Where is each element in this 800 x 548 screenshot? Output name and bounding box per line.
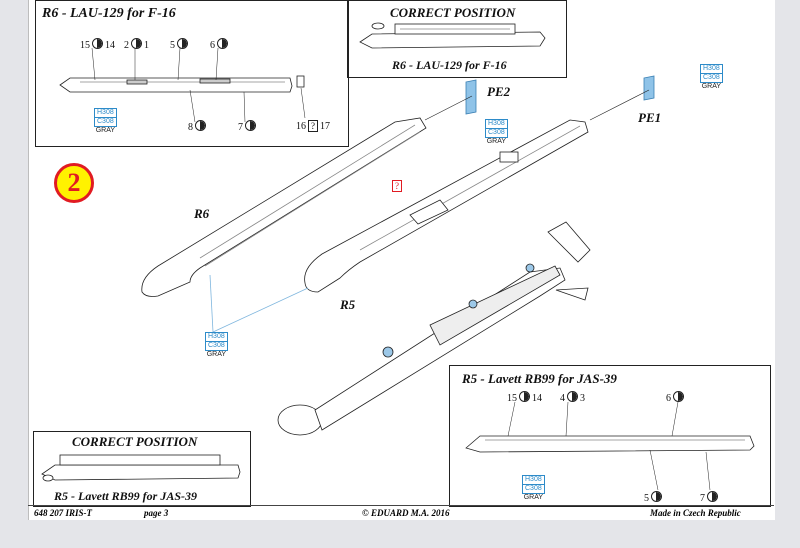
- question-icon: ?: [308, 120, 318, 132]
- paint-h: H308: [94, 108, 117, 118]
- question-marker: [390, 180, 404, 192]
- decal-icon: [707, 491, 718, 502]
- decal-icon: [567, 391, 578, 402]
- footer-code: 648 207 IRIS-T: [34, 508, 93, 518]
- paint-h: H308: [205, 332, 228, 342]
- callout-5-br: [644, 491, 664, 504]
- paint-h: H308: [700, 64, 723, 74]
- bottom-left-subtitle: R5 - Lavett RB99 for JAS-39: [54, 489, 197, 503]
- label-8: 8: [188, 122, 193, 133]
- decal-icon: [195, 120, 206, 131]
- paint-h: H308: [485, 119, 508, 129]
- footer-made: Made in Czech Republic: [650, 508, 741, 518]
- decal-icon: [131, 38, 142, 49]
- label-14: 14: [532, 393, 542, 404]
- callout-6: [210, 38, 230, 51]
- label-4: 4: [560, 393, 565, 404]
- paint-callout-bottom-right: [522, 475, 545, 502]
- bottom-left-title: CORRECT POSITION: [72, 434, 198, 449]
- decal-icon: [217, 38, 228, 49]
- label-6: 6: [210, 40, 215, 51]
- step-number: 2: [54, 163, 94, 203]
- callout-7: [238, 120, 258, 133]
- callout-15-14-br: [507, 391, 542, 404]
- label-7: 7: [238, 122, 243, 133]
- label-2: 2: [124, 40, 129, 51]
- decal-icon: [177, 38, 188, 49]
- paint-callout-pe2: [485, 119, 508, 146]
- callout-6-br: [666, 391, 686, 404]
- label-17: 17: [320, 121, 330, 132]
- callout-5: [170, 38, 190, 51]
- label-14: 14: [105, 40, 115, 51]
- label-15: 15: [80, 40, 90, 51]
- paint-c: C308: [700, 74, 723, 83]
- top-right-title: CORRECT POSITION: [390, 5, 516, 20]
- decal-icon: [651, 491, 662, 502]
- paint-callout-pe1: [700, 64, 723, 91]
- pe1-label: PE1: [638, 110, 662, 125]
- label-1: 1: [144, 40, 149, 51]
- callout-2-1: [124, 38, 149, 51]
- paint-h: H308: [522, 475, 545, 485]
- label-15: 15: [507, 393, 517, 404]
- label-5: 5: [170, 40, 175, 51]
- pe2-part: [466, 80, 476, 114]
- callout-16-17: [296, 120, 330, 132]
- pe2-label: PE2: [487, 84, 511, 99]
- top-right-subtitle: R6 - LAU-129 for F-16: [392, 58, 507, 72]
- rail-top-right: [360, 23, 545, 48]
- paint-callout-top-left: [94, 108, 117, 135]
- paint-c: C308: [522, 485, 545, 494]
- paint-callout-r6: [205, 332, 228, 359]
- launcher-r6: [142, 118, 426, 297]
- top-left-title: R6 - LAU-129 for F-16: [42, 6, 176, 21]
- footer-page: page 3: [144, 508, 169, 518]
- footer: [28, 505, 774, 521]
- footer-copyright: © EDUARD M.A. 2016: [362, 508, 450, 518]
- r5-label: R5: [340, 297, 356, 312]
- launcher-r5: [305, 120, 588, 292]
- callout-7-br: [700, 491, 720, 504]
- paint-c: C308: [94, 118, 117, 127]
- label-3: 3: [580, 393, 585, 404]
- question-icon: ?: [392, 180, 402, 192]
- paint-gray: GRAY: [701, 83, 722, 90]
- label-16: 16: [296, 121, 306, 132]
- decal-icon: [519, 391, 530, 402]
- decal-icon: [245, 120, 256, 131]
- label-6: 6: [666, 393, 671, 404]
- rail-bottom-right: [466, 436, 754, 452]
- decal-icon: [673, 391, 684, 402]
- paint-c: C308: [205, 342, 228, 351]
- callout-4-3: [560, 391, 585, 404]
- paint-gray: GRAY: [206, 351, 227, 358]
- r6-label: R6: [194, 206, 210, 221]
- callout-15-14: [80, 38, 115, 51]
- paint-gray: GRAY: [95, 127, 116, 134]
- decal-icon: [92, 38, 103, 49]
- rail-top-left: [60, 76, 304, 92]
- bottom-right-title: R5 - Lavett RB99 for JAS-39: [462, 371, 617, 386]
- paint-gray: GRAY: [486, 138, 507, 145]
- callout-8: [188, 120, 208, 133]
- pe1-part: [644, 76, 654, 100]
- paint-c: C308: [485, 129, 508, 138]
- paint-gray: GRAY: [523, 494, 544, 501]
- rail-bottom-left: [42, 455, 240, 481]
- label-5: 5: [644, 493, 649, 504]
- label-7: 7: [700, 493, 705, 504]
